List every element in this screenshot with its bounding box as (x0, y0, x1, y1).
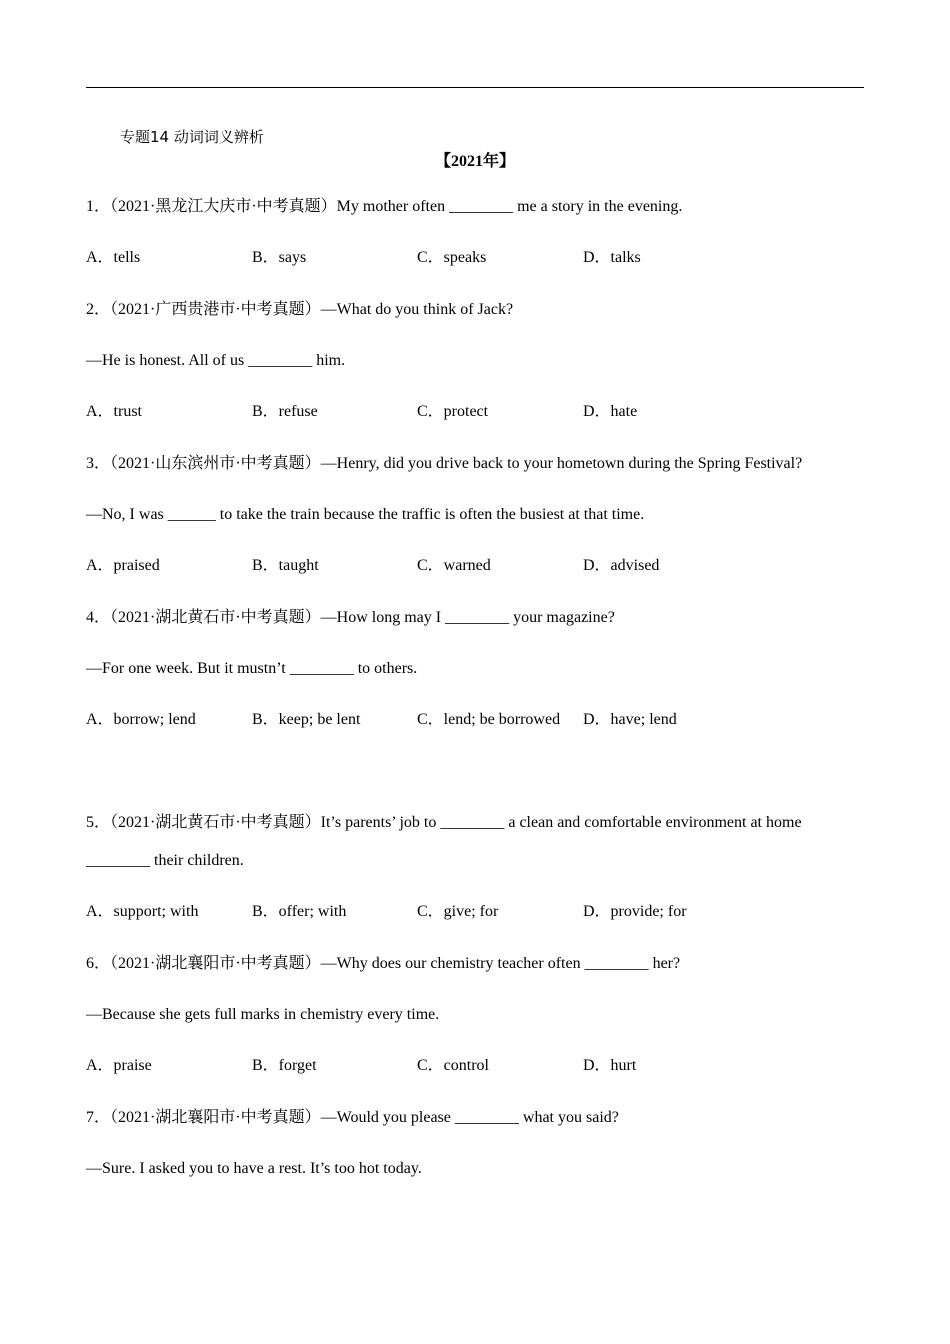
question-3-stem: 3．（2021·山东滨州市·中考真题）—Henry, did you drive back to your hometown during the Spring Festival? (86, 455, 803, 472)
option-a: A．praised (86, 557, 160, 574)
question-5-stem: 5．（2021·湖北黄石市·中考真题）It’s parents’ job to ________ a clean and comfortable environment at home (86, 814, 802, 831)
option-d: D．hurt (583, 1057, 637, 1074)
option-d: D．talks (583, 249, 641, 266)
option-a: A．tells (86, 249, 141, 266)
year-heading: 【2021年】 (434, 153, 515, 170)
option-c: C．give; for (417, 903, 499, 920)
question-7-response: —Sure. I asked you to have a rest. It’s too hot today. (86, 1160, 422, 1177)
question-4-stem: 4．（2021·湖北黄石市·中考真题）—How long may I ________ your magazine? (86, 609, 615, 626)
option-b: B．taught (252, 557, 319, 574)
question-3-options (86, 556, 766, 576)
option-a: A．support; with (86, 903, 199, 920)
question-3-response: —No, I was ______ to take the train because the traffic is often the busiest at that time. (86, 506, 645, 523)
subject-title: 专题14 动词词义辨析 (120, 128, 264, 146)
option-b: B．keep; be lent (252, 711, 361, 728)
option-c: C．speaks (417, 249, 487, 266)
question-5-stem-continued: ________ their children. (86, 852, 244, 869)
option-b: B．says (252, 249, 307, 266)
option-d: D．hate (583, 403, 638, 420)
question-6-response: —Because she gets full marks in chemistry every time. (86, 1006, 440, 1023)
question-2-stem: 2．（2021·广西贵港市·中考真题）—What do you think of Jack? (86, 301, 514, 318)
option-c: C．lend; be borrowed (417, 711, 561, 728)
question-6-stem: 6．（2021·湖北襄阳市·中考真题）—Why does our chemistry teacher often ________ her? (86, 955, 681, 972)
question-6-options (86, 1056, 766, 1076)
header-rule (86, 87, 864, 88)
option-a: A．trust (86, 403, 143, 420)
option-c: C．protect (417, 403, 489, 420)
option-b: B．forget (252, 1057, 317, 1074)
question-1-options (86, 248, 766, 268)
option-c: C．control (417, 1057, 489, 1074)
question-4-options (86, 710, 766, 730)
question-2-response: —He is honest. All of us ________ him. (86, 352, 346, 369)
option-d: D．advised (583, 557, 660, 574)
question-1-stem: 1．（2021·黑龙江大庆市·中考真题）My mother often ________ me a story in the evening. (86, 198, 683, 215)
option-d: D．have; lend (583, 711, 677, 728)
question-2-options (86, 402, 766, 422)
option-a: A．borrow; lend (86, 711, 196, 728)
option-c: C．warned (417, 557, 491, 574)
option-d: D．provide; for (583, 903, 687, 920)
question-5-options (86, 902, 766, 922)
question-4-response: —For one week. But it mustn’t ________ to others. (86, 660, 418, 677)
option-b: B．offer; with (252, 903, 347, 920)
option-a: A．praise (86, 1057, 152, 1074)
option-b: B．refuse (252, 403, 318, 420)
question-7-stem: 7．（2021·湖北襄阳市·中考真题）—Would you please ________ what you said? (86, 1109, 619, 1126)
